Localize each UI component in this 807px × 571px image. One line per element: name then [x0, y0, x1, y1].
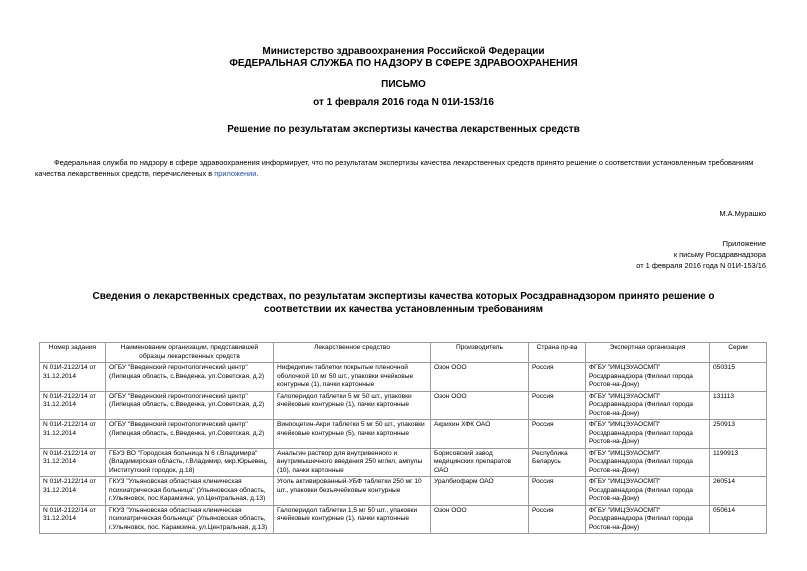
- cell-medicine: Нифедипин таблетки покрытые пленочной оболочкой 10 мг 50 шт., упаковки ячейковые контурные (1), пачки картонные: [274, 363, 431, 392]
- cell-country: Россия: [529, 391, 586, 420]
- cell-organization: ОГБУ "Введенский геронтологический центр" (Липецкая область, с.Введенка, ул.Советская, д.2): [106, 420, 274, 449]
- table-row: [40, 477, 767, 506]
- table-row: [40, 505, 767, 534]
- cell-series: 1190913: [710, 448, 767, 477]
- cell-task-number: N 01И-2122/14 от 31.12.2014: [40, 448, 106, 477]
- annex-title: Сведения о лекарственных средствах, по результатам экспертизы качества которых Росздравнадзором принято решение о соответствии их качества установленным требованиям: [92, 291, 715, 315]
- cell-task-number: N 01И-2122/14 от 31.12.2014: [40, 477, 106, 506]
- cell-series: 050614: [710, 505, 767, 534]
- cell-medicine: Винпоцетин-Акри таблетки 5 мг 50 шт., упаковки ячейковые контурные (5), пачки картонные: [274, 420, 431, 449]
- cell-expert-org: ФГБУ "ИМЦЭУАОСМП" Росздравнадзора (Филиал города Ростов-на-Дону): [586, 420, 710, 449]
- cell-expert-org: ФГБУ "ИМЦЭУАОСМП" Росздравнадзора (Филиал города Ростов-на-Дону): [586, 505, 710, 534]
- document-date-number: от 1 февраля 2016 года N 01И-153/16: [313, 97, 494, 108]
- header-expert-org: Экспертная организация: [586, 343, 710, 363]
- annex-line-1: Приложение: [722, 239, 766, 248]
- medicines-table: [39, 342, 767, 534]
- cell-task-number: N 01И-2122/14 от 31.12.2014: [40, 505, 106, 534]
- cell-series: 131113: [710, 391, 767, 420]
- table-header-row: [40, 343, 767, 363]
- header-medicine: Лекарственное средство: [274, 343, 431, 363]
- table-row: [40, 363, 767, 392]
- header-manufacturer: Производитель: [431, 343, 529, 363]
- service-name: ФЕДЕРАЛЬНАЯ СЛУЖБА ПО НАДЗОРУ В СФЕРЕ ЗДРАВООХРАНЕНИЯ: [229, 58, 578, 69]
- table-row: [40, 391, 767, 420]
- cell-series: 250913: [710, 420, 767, 449]
- body-text: Федеральная служба по надзору в сфере здравоохранения информирует, что по результатам экспертизы качества лекарственных средств принято решение о соответствии установленным требованиям качества лекарственных средств, перечисленных в: [35, 158, 754, 178]
- cell-series: 050315: [710, 363, 767, 392]
- cell-country: Республика Беларусь: [529, 448, 586, 477]
- cell-organization: ОГБУ "Введенский геронтологический центр" (Липецкая область, с.Введенка, ул.Советская, д.2): [106, 363, 274, 392]
- cell-country: Россия: [529, 477, 586, 506]
- header-organization: Наименование организации, представившей образцы лекарственных средств: [106, 343, 274, 363]
- annex-link[interactable]: приложении: [214, 169, 257, 178]
- cell-country: Россия: [529, 420, 586, 449]
- cell-organization: ГКУЗ "Ульяновская областная клиническая психиатрическая больница" (Ульяновская область, г.Ульяновск, пос.Карамзина, ул.Центральная, д.13): [106, 477, 274, 506]
- cell-medicine: Уголь активированный-УБФ таблетки 250 мг 10 шт., упаковки безъячейковые контурные: [274, 477, 431, 506]
- annex-line-2: к письму Росздравнадзора: [673, 250, 766, 259]
- cell-organization: ГКУЗ "Ульяновская областная клиническая психиатрическая больница" (Ульяновская область, г.Ульяновск, пос. Карамзина, ул.Центральная, д.13): [106, 505, 274, 534]
- cell-organization: ОГБУ "Введенский геронтологический центр" (Липецкая область, с.Введенка, ул.Советская, д.2): [106, 391, 274, 420]
- table-row: [40, 448, 767, 477]
- cell-organization: ГБУЗ ВО "Городская больница N 6 г.Владимира" (Владимирская область, г.Владимир, мкр.Юрьевец, Институтский городок, д.18): [106, 448, 274, 477]
- cell-manufacturer: Озон ООО: [431, 363, 529, 392]
- cell-country: Россия: [529, 363, 586, 392]
- body-paragraph: [35, 157, 780, 179]
- cell-task-number: N 01И-2122/14 от 31.12.2014: [40, 363, 106, 392]
- cell-country: Россия: [529, 505, 586, 534]
- cell-task-number: N 01И-2122/14 от 31.12.2014: [40, 391, 106, 420]
- document-type: ПИСЬМО: [381, 79, 426, 90]
- ministry-name: Министерство здравоохранения Российской Федерации: [262, 46, 545, 57]
- header-series: Серии: [710, 343, 767, 363]
- cell-expert-org: ФГБУ "ИМЦЭУАОСМП" Росздравнадзора (Филиал города Ростов-на-Дону): [586, 391, 710, 420]
- cell-manufacturer: Борисовский завод медицинских препаратов ОАО: [431, 448, 529, 477]
- cell-manufacturer: Озон ООО: [431, 505, 529, 534]
- cell-task-number: N 01И-2122/14 от 31.12.2014: [40, 420, 106, 449]
- cell-medicine: Анальгин раствор для внутривенного и внутримышечного введения 250 мг/мл, ампулы (10), пачки картонные: [274, 448, 431, 477]
- cell-series: 260514: [710, 477, 767, 506]
- cell-expert-org: ФГБУ "ИМЦЭУАОСМП" Росздравнадзора (Филиал города Ростов-на-Дону): [586, 477, 710, 506]
- header-task-number: Номер задания: [40, 343, 106, 363]
- annex-line-3: от 1 февраля 2016 года N 01И-153/16: [636, 261, 766, 270]
- cell-expert-org: ФГБУ "ИМЦЭУАОСМП" Росздравнадзора (Филиал города Ростов-на-Дону): [586, 363, 710, 392]
- cell-manufacturer: Акрихин ХФК ОАО: [431, 420, 529, 449]
- document-subject: Решение по результатам экспертизы качества лекарственных средств: [227, 124, 580, 135]
- cell-expert-org: ФГБУ "ИМЦЭУАОСМП" Росздравнадзора (Филиал города Ростов-на-Дону): [586, 448, 710, 477]
- header-country: Страна пр-ва: [529, 343, 586, 363]
- table-row: [40, 420, 767, 449]
- cell-manufacturer: Уралбиофарм ОАО: [431, 477, 529, 506]
- cell-manufacturer: Озон ООО: [431, 391, 529, 420]
- annex-header: [636, 238, 766, 271]
- signature: М.А.Мурашко: [719, 209, 766, 218]
- cell-medicine: Галоперидол таблетки 5 мг 50 шт., упаковки ячейковые контурные (1), пачки картонные: [274, 391, 431, 420]
- body-text-end: .: [256, 169, 259, 178]
- cell-medicine: Галоперидол таблетки 1,5 мг 50 шт., упаковки ячейковые контурные (1), пачки картонные: [274, 505, 431, 534]
